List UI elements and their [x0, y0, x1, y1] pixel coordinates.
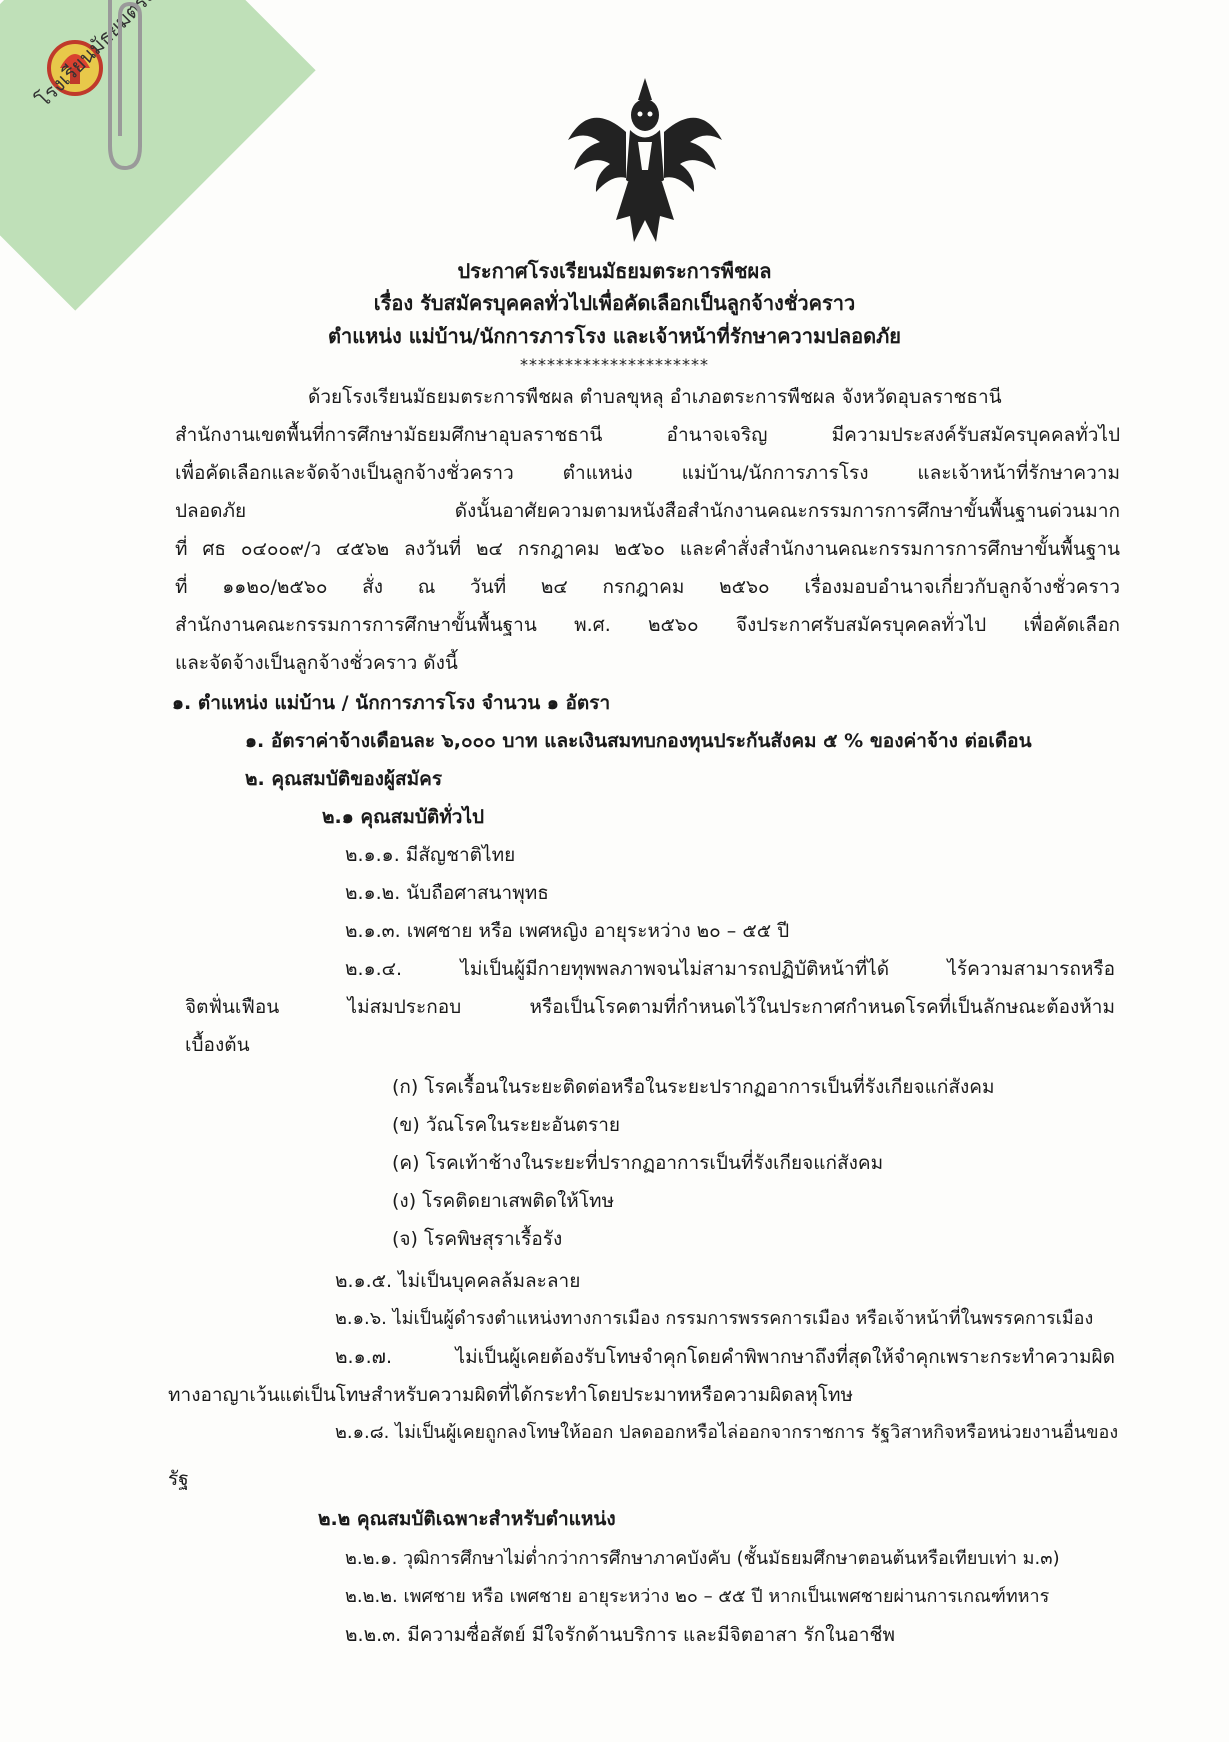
announcement-subject: เรื่อง รับสมัครบุคคลทั่วไปเพื่อคัดเลือกเป็นลูกจ้างชั่วคราว	[373, 291, 856, 315]
disease-item: (ง) โรคติดยาเสพติดให้โทษ	[392, 1190, 615, 1212]
paper-clip-icon	[90, 0, 150, 176]
intro-line-3: เพื่อคัดเลือกและจัดจ้างเป็นลูกจ้างชั่วคราว ตำแหน่ง แม่บ้าน/นักการภารโรง และเจ้าหน้าที่รักษาความ	[175, 462, 1120, 484]
qualification-item: ๒.๑.๗. ไม่เป็นผู้เคยต้องรับโทษจำคุกโดยคำพิพากษาถึงที่สุดให้จำคุกเพราะกระทำความผิด	[335, 1346, 1115, 1368]
announcement-positions: ตำแหน่ง แม่บ้าน/นักการภารโรง และเจ้าหน้าที่รักษาความปลอดภัย	[328, 324, 901, 348]
specific-qualifications-heading: ๒.๒ คุณสมบัติเฉพาะสำหรับตำแหน่ง	[318, 1508, 616, 1530]
intro-line-8: และจัดจ้างเป็นลูกจ้างชั่วคราว ดังนี้	[175, 652, 458, 674]
qualification-item: ๒.๑.๕. ไม่เป็นบุคคลล้มละลาย	[335, 1270, 581, 1292]
qualifications-heading: ๒. คุณสมบัติของผู้สมัคร	[245, 768, 443, 790]
wage-item: ๑. อัตราค่าจ้างเดือนละ ๖,๐๐๐ บาท และเงินสมทบกองทุนประกันสังคม ๕ % ของค่าจ้าง ต่อเดือน	[245, 730, 1032, 752]
title-separator: *********************	[520, 355, 709, 374]
intro-line-2: สำนักงานเขตพื้นที่การศึกษามัธยมศึกษาอุบลราชธานี อำนาจเจริญ มีความประสงค์รับสมัครบุคคลทั่วไป	[175, 424, 1120, 446]
qualification-item: ๒.๑.๖. ไม่เป็นผู้ดำรงตำแหน่งทางการเมือง กรรมการพรรคการเมือง หรือเจ้าหน้าที่ในพรรคการเมือง	[335, 1308, 1094, 1329]
specific-qualification-item: ๒.๒.๑. วุฒิการศึกษาไม่ต่ำกว่าการศึกษาภาคบังคับ (ชั้นมัธยมศึกษาตอนต้นหรือเทียบเท่า ม.๓)	[345, 1548, 1060, 1569]
announcement-title: ประกาศโรงเรียนมัธยมตระการพืชผล	[457, 259, 772, 283]
intro-line-1: ด้วยโรงเรียนมัธยมตระการพืชผล ตำบลขุหลุ อำเภอตระการพืชผล จังหวัดอุบลราชธานี	[308, 386, 1002, 408]
qualification-item-cont: เบื้องต้น	[185, 1034, 250, 1056]
qualification-item-cont: จิตฟั่นเฟือน ไม่สมประกอบ หรือเป็นโรคตามที่กำหนดไว้ในประกาศกำหนดโรคที่เป็นลักษณะต้องห้าม	[185, 996, 1115, 1018]
general-qualifications-heading: ๒.๑ คุณสมบัติทั่วไป	[322, 806, 485, 828]
intro-line-5: ที่ ศธ ๐๔๐๐๙/ว ๔๕๖๒ ลงวันที่ ๒๔ กรกฎาคม ๒๕๖๐ และคำสั่งสำนักงานคณะกรรมการการศึกษาขั้นพื้นฐาน	[175, 538, 1120, 560]
garuda-emblem-icon	[560, 70, 730, 250]
qualification-item: ๒.๑.๑. มีสัญชาติไทย	[345, 844, 516, 866]
intro-line-4: ปลอดภัย ดังนั้นอาศัยความตามหนังสือสำนักงานคณะกรรมการการศึกษาขั้นพื้นฐานด่วนมาก	[175, 500, 1120, 522]
specific-qualification-item: ๒.๒.๒. เพศชาย หรือ เพศชาย อายุระหว่าง ๒๐ – ๕๕ ปี หากเป็นเพศชายผ่านการเกณฑ์ทหาร	[345, 1586, 1050, 1607]
qualification-item: ๒.๑.๓. เพศชาย หรือ เพศหญิง อายุระหว่าง ๒๐ – ๕๕ ปี	[345, 920, 790, 942]
qualification-item-cont: ทางอาญาเว้นแต่เป็นโทษสำหรับความผิดที่ได้กระทำโดยประมาทหรือความผิดลหุโทษ	[168, 1384, 854, 1406]
qualification-item: ๒.๑.๒. นับถือศาสนาพุทธ	[345, 882, 549, 904]
disease-item: (ก) โรคเรื้อนในระยะติดต่อหรือในระยะปรากฏอาการเป็นที่รังเกียจแก่สังคม	[392, 1076, 995, 1098]
qualification-item: ๒.๑.๔. ไม่เป็นผู้มีกายทุพพลภาพจนไม่สามารถปฏิบัติหน้าที่ได้ ไร้ความสามารถหรือ	[345, 958, 1115, 980]
section-heading: ๑. ตำแหน่ง แม่บ้าน / นักการภารโรง จำนวน ๑ อัตรา	[172, 692, 611, 714]
qualification-item-cont: รัฐ	[168, 1468, 189, 1490]
intro-line-6: ที่ ๑๑๒๐/๒๕๖๐ สั่ง ณ วันที่ ๒๔ กรกฎาคม ๒๕๖๐ เรื่องมอบอำนาจเกี่ยวกับลูกจ้างชั่วคราว	[175, 576, 1120, 598]
disease-item: (จ) โรคพิษสุราเรื้อรัง	[392, 1228, 563, 1250]
qualification-item: ๒.๑.๘. ไม่เป็นผู้เคยถูกลงโทษให้ออก ปลดออกหรือไล่ออกจากราชการ รัฐวิสาหกิจหรือหน่วยงานอื่นของ	[335, 1422, 1119, 1443]
disease-item: (ค) โรคเท้าช้างในระยะที่ปรากฏอาการเป็นที่รังเกียจแก่สังคม	[392, 1152, 884, 1174]
disease-item: (ข) วัณโรคในระยะอันตราย	[392, 1114, 621, 1136]
specific-qualification-item: ๒.๒.๓. มีความซื่อสัตย์ มีใจรักด้านบริการ และมีจิตอาสา รักในอาชีพ	[345, 1624, 895, 1646]
intro-line-7: สำนักงานคณะกรรมการการศึกษาขั้นพื้นฐาน พ.ศ. ๒๕๖๐ จึงประกาศรับสมัครบุคคลทั่วไป เพื่อคัดเลือก	[175, 614, 1120, 636]
